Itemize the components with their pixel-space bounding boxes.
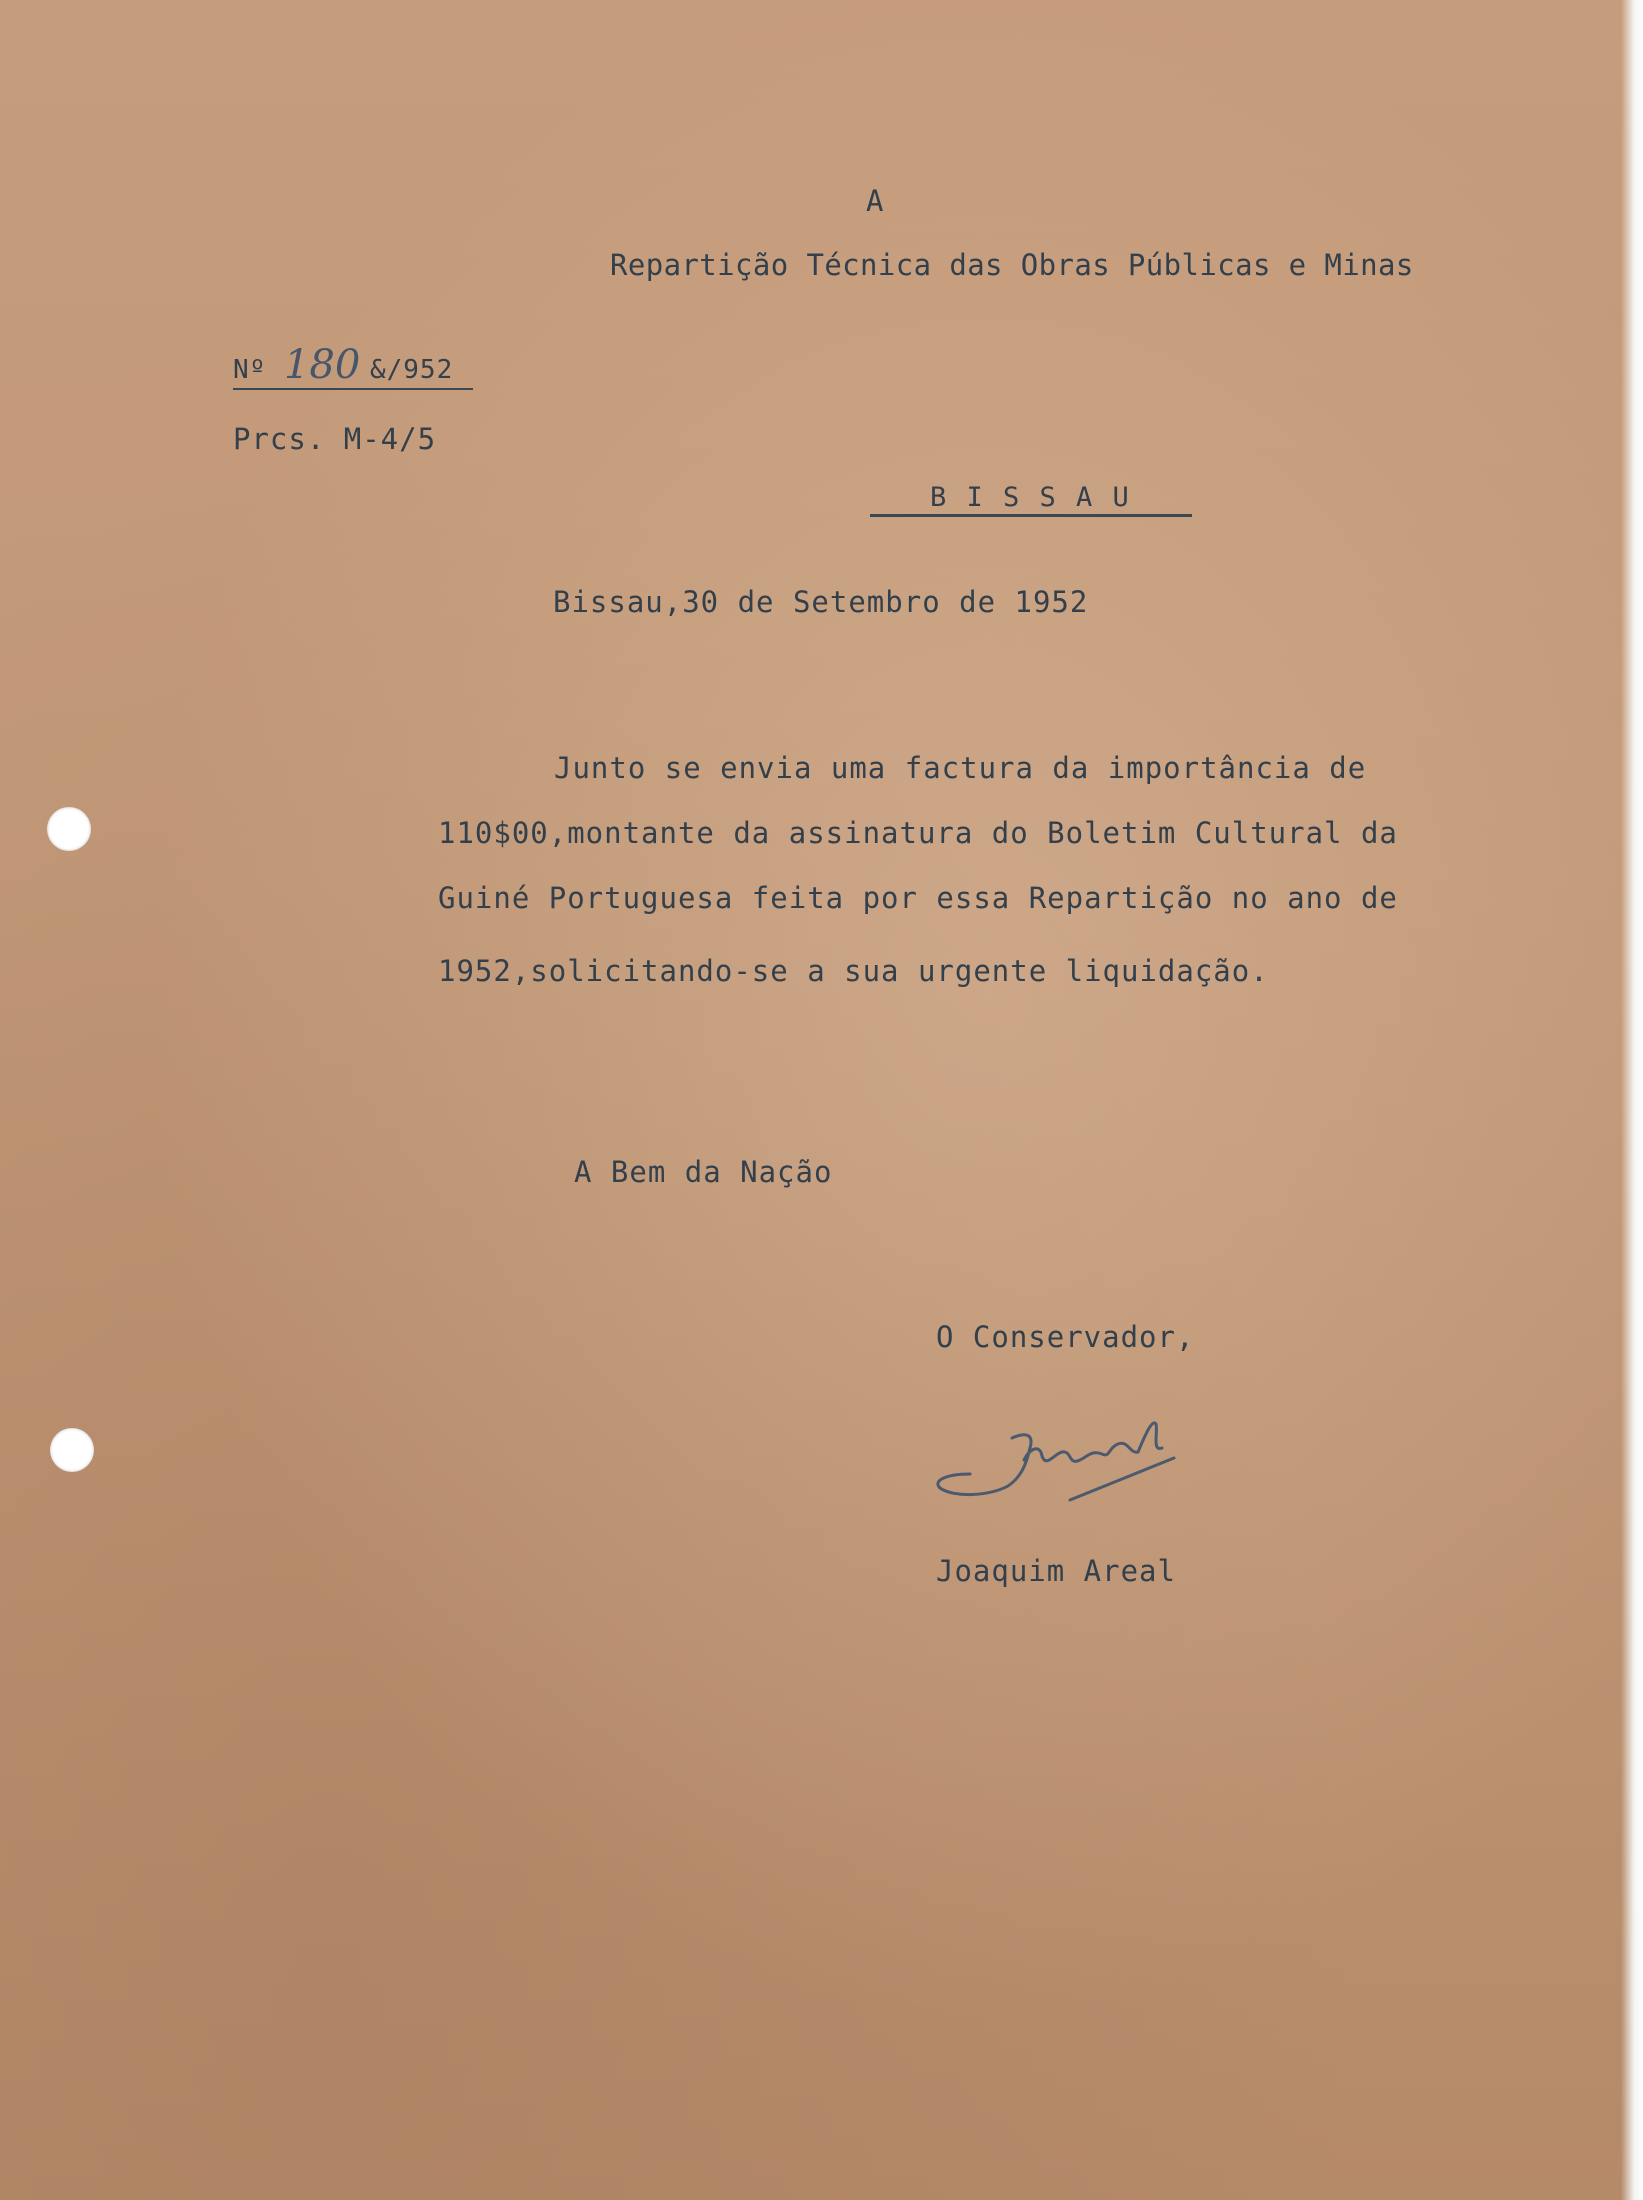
number-suffix: &/952 xyxy=(369,355,454,385)
signatory-title: O Conservador, xyxy=(936,1320,1195,1354)
punch-hole-top xyxy=(47,807,91,851)
body-line-3: Guiné Portuguesa feita por essa Repartição no ano de xyxy=(438,881,1398,915)
body-line-2: 110$00,montante da assinatura do Boletim Cultural da xyxy=(438,816,1398,850)
closing-salutation: A Bem da Nação xyxy=(574,1155,833,1189)
city-heading-underline xyxy=(870,514,1192,517)
process-reference: Prcs. M-4/5 xyxy=(233,422,437,456)
date-line: Bissau,30 de Setembro de 1952 xyxy=(553,585,1089,619)
punch-hole-bottom xyxy=(50,1428,94,1472)
addressee-prefix: A xyxy=(866,184,885,218)
handwritten-signature xyxy=(930,1408,1190,1518)
handwritten-number: 180 xyxy=(283,342,361,388)
addressee-department: Repartição Técnica das Obras Públicas e Minas xyxy=(610,248,1414,282)
body-line-1: Junto se envia uma factura da importância de xyxy=(554,751,1367,785)
number-label: Nº xyxy=(233,355,267,385)
signatory-name: Joaquim Areal xyxy=(936,1554,1176,1588)
city-heading: B I S S A U xyxy=(930,482,1131,513)
body-line-4: 1952,solicitando-se a sua urgente liquidação. xyxy=(438,954,1269,988)
reference-number xyxy=(233,342,453,388)
reference-underline xyxy=(233,388,473,390)
paper-edge xyxy=(1621,0,1643,2200)
